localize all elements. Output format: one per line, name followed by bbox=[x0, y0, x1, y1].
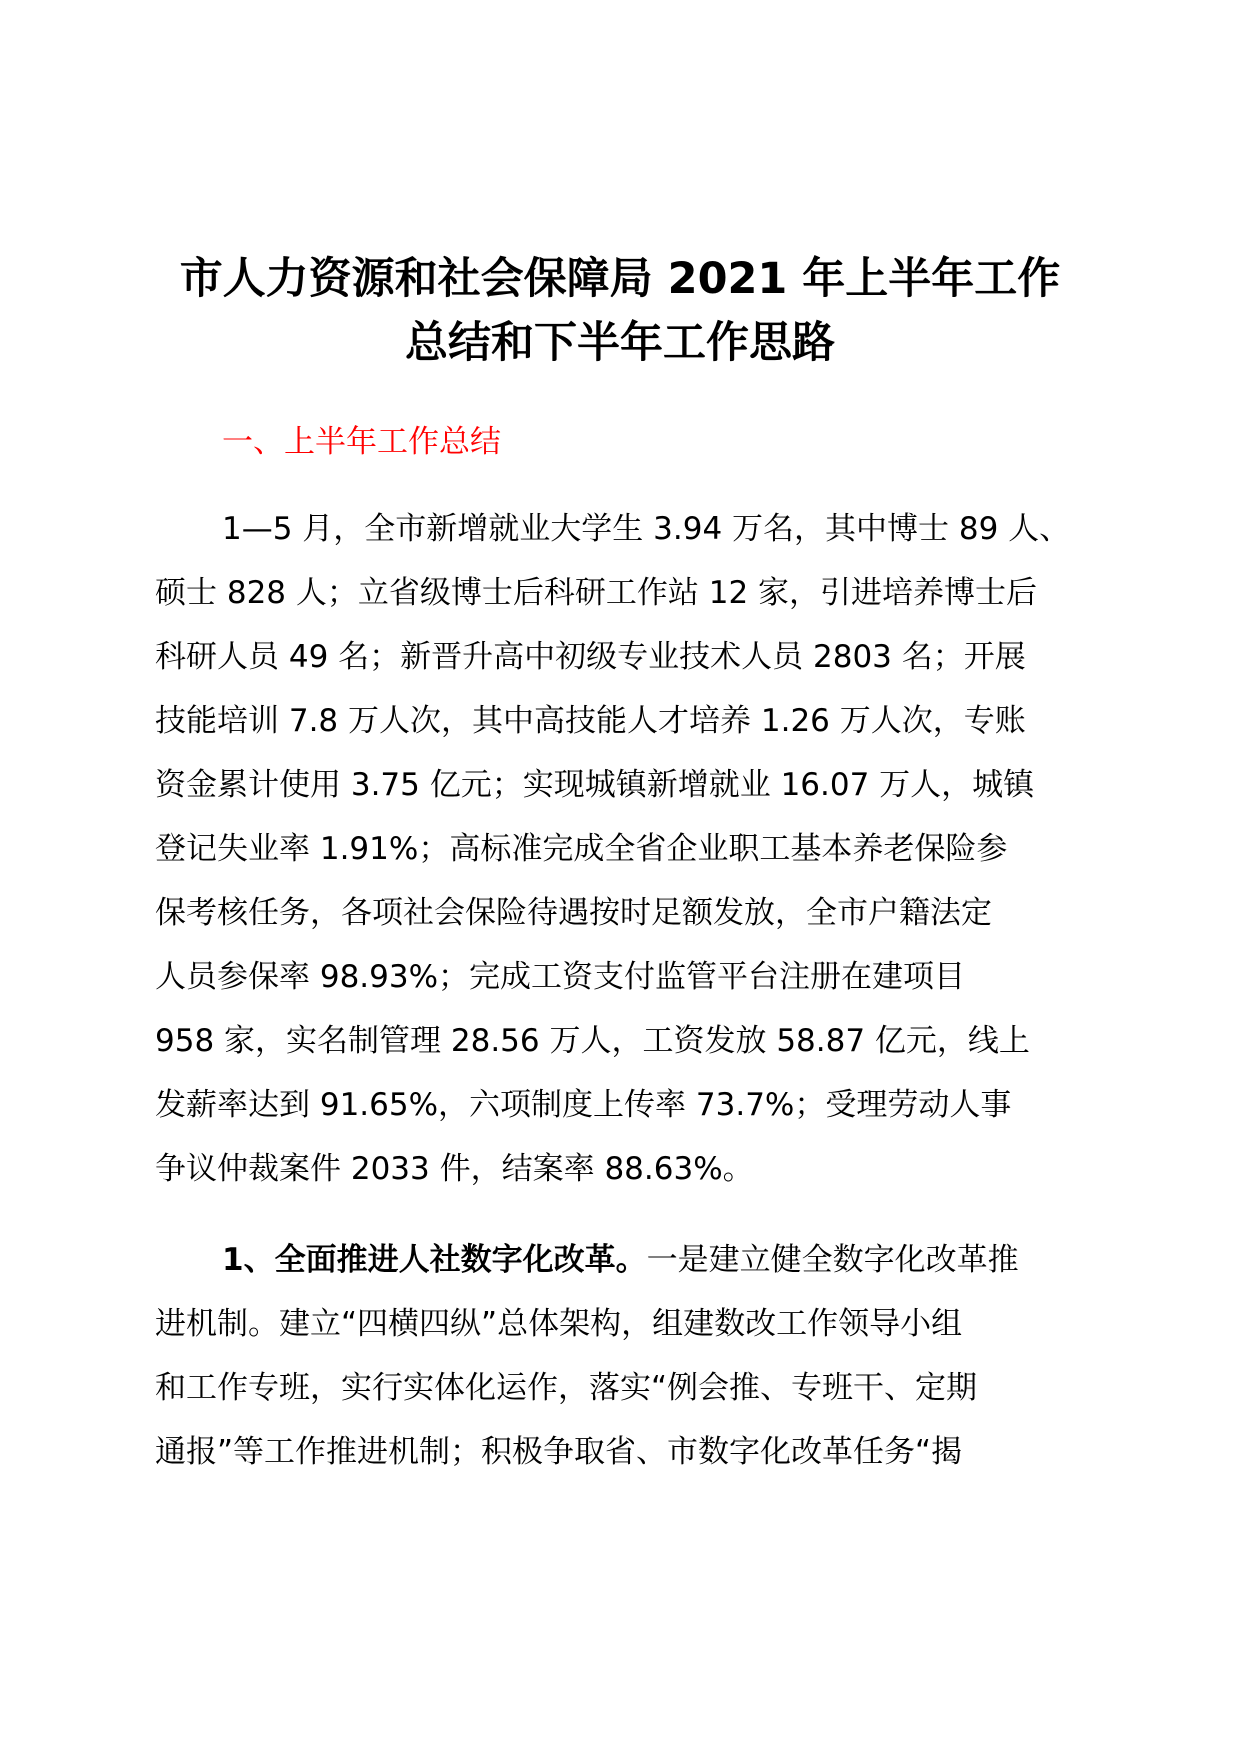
paragraph-1-line: 保考核任务，各项社会保险待遇按时足额发放，全市户籍法定 bbox=[155, 895, 992, 931]
paragraph-2-line-rest: 一是建立健全数字化改革推 bbox=[646, 1242, 1019, 1278]
paragraph-2-line: 和工作专班，实行实体化运作，落实“例会推、专班干、定期 bbox=[155, 1370, 978, 1406]
paragraph-1-line: 登记失业率 1.91%；高标准完成全省企业职工基本养老保险参 bbox=[155, 831, 1008, 867]
paragraph-1-line: 人员参保率 98.93%；完成工资支付监管平台注册在建项目 bbox=[155, 959, 966, 995]
section-heading-first-half-summary: 一、上半年工作总结 bbox=[222, 424, 501, 460]
paragraph-2-line: 通报”等工作推进机制；积极争取省、市数字化改革任务“揭 bbox=[155, 1434, 963, 1470]
paragraph-2-line: 进机制。建立“四横四纵”总体架构，组建数改工作领导小组 bbox=[155, 1306, 963, 1342]
document-title-line-2: 总结和下半年工作思路 bbox=[405, 318, 835, 368]
document-title-line-1: 市人力资源和社会保障局 2021 年上半年工作 bbox=[179, 254, 1061, 304]
paragraph-2-bold-lead: 1、全面推进人社数字化改革。 bbox=[222, 1242, 647, 1278]
paragraph-1-line: 科研人员 49 名；新晋升高中初级专业技术人员 2803 名；开展 bbox=[155, 639, 1026, 675]
paragraph-1-line: 技能培训 7.8 万人次，其中高技能人才培养 1.26 万人次，专账 bbox=[155, 703, 1026, 739]
paragraph-2-first-line bbox=[222, 1238, 1019, 1282]
paragraph-1-line: 资金累计使用 3.75 亿元；实现城镇新增就业 16.07 万人，城镇 bbox=[155, 767, 1035, 803]
paragraph-1-line: 958 家，实名制管理 28.56 万人，工资发放 58.87 亿元，线上 bbox=[155, 1023, 1030, 1059]
paragraph-1-line: 1—5 月，全市新增就业大学生 3.94 万名，其中博士 89 人、 bbox=[222, 511, 1071, 547]
paragraph-1-line: 硕士 828 人；立省级博士后科研工作站 12 家，引进培养博士后 bbox=[155, 575, 1038, 611]
paragraph-1-line: 发薪率达到 91.65%，六项制度上传率 73.7%；受理劳动人事 bbox=[155, 1087, 1012, 1123]
paragraph-1-line: 争议仲裁案件 2033 件，结案率 88.63%。 bbox=[155, 1151, 754, 1187]
